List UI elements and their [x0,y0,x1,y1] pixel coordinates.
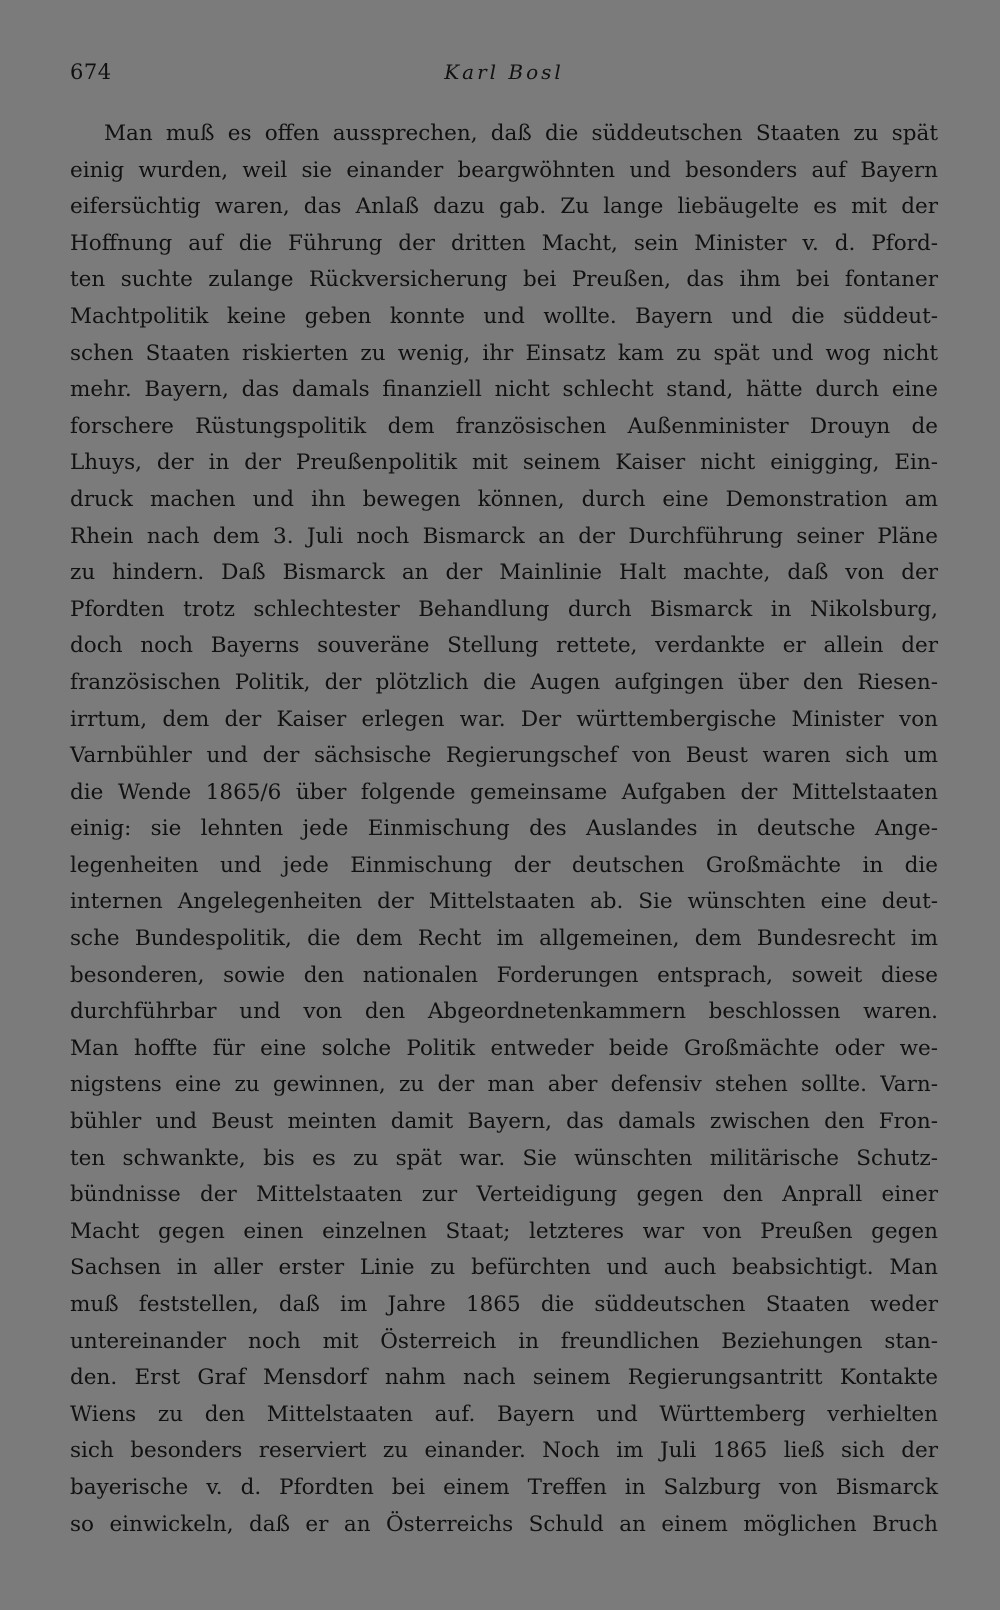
text-line: sich besonders reserviert zu einander. Noch im Juli 1865 ließ sich der [70,1438,938,1464]
running-head-author: Karl Bosl [444,60,564,84]
page-header [70,60,938,90]
text-line: mehr. Bayern, das damals finanziell nicht schlecht stand, hätte durch eine [70,377,938,403]
text-line: besonderen, sowie den nationalen Forderungen entsprach, soweit diese [70,962,938,988]
text-line: Machtpolitik keine geben konnte und wollte. Bayern und die süddeut- [70,303,938,329]
text-line: bayerische v. d. Pfordten bei einem Treffen in Salzburg von Bismarck [70,1474,938,1500]
body-text [70,116,938,1543]
text-line: Macht gegen einen einzelnen Staat; letzteres war von Preußen gegen [70,1218,938,1244]
text-line: eifersüchtig waren, das Anlaß dazu gab. Zu lange liebäugelte es mit der [70,194,938,220]
text-line: Man hoffte für eine solche Politik entweder beide Großmächte oder we- [70,1035,938,1061]
text-line: den. Erst Graf Mensdorf nahm nach seinem Regierungsantritt Kontakte [70,1365,938,1391]
text-line: ten schwankte, bis es zu spät war. Sie wünschten militärische Schutz- [70,1145,938,1171]
text-line: die Wende 1865/6 über folgende gemeinsame Aufgaben der Mittelstaaten [70,779,938,805]
text-line: druck machen und ihn bewegen können, durch eine Demonstration am [70,486,938,512]
text-line: bühler und Beust meinten damit Bayern, das damals zwischen den Fron- [70,1109,938,1135]
text-line: doch noch Bayerns souveräne Stellung rettete, verdankte er allein der [70,633,938,659]
text-line: einig wurden, weil sie einander beargwöhnten und besonders auf Bayern [70,157,938,183]
text-line: Pfordten trotz schlechtester Behandlung durch Bismarck in Nikolsburg, [70,596,938,622]
text-line: Varnbühler und der sächsische Regierungschef von Beust waren sich um [70,743,938,769]
text-line: irrtum, dem der Kaiser erlegen war. Der württembergische Minister von [70,706,938,732]
text-line: schen Staaten riskierten zu wenig, ihr Einsatz kam zu spät und wog nicht [70,340,938,366]
text-line: sche Bundespolitik, die dem Recht im allgemeinen, dem Bundesrecht im [70,926,938,952]
text-line: nigstens eine zu gewinnen, zu der man aber defensiv stehen sollte. Varn- [70,1072,938,1098]
text-line: Man muß es offen aussprechen, daß die süddeutschen Staaten zu spät [104,121,938,146]
text-line: legenheiten und jede Einmischung der deutschen Großmächte in die [70,852,938,878]
page-number: 674 [70,60,112,84]
text-line: Sachsen in aller erster Linie zu befürchten und auch beabsichtigt. Man [70,1255,938,1281]
text-line: Rhein nach dem 3. Juli noch Bismarck an der Durchführung seiner Pläne [70,523,938,549]
text-line: untereinander noch mit Österreich in freundlichen Beziehungen stan- [70,1328,938,1354]
text-line: so einwickeln, daß er an Österreichs Schuld an einem möglichen Bruch [70,1511,938,1537]
text-line: einig: sie lehnten jede Einmischung des Auslandes in deutsche Ange- [70,816,938,842]
text-line: muß feststellen, daß im Jahre 1865 die süddeutschen Staaten weder [70,1292,938,1317]
text-line: Lhuys, der in der Preußenpolitik mit seinem Kaiser nicht einigging, Ein- [70,450,938,476]
text-line: internen Angelegenheiten der Mittelstaaten ab. Sie wünschten eine deut- [70,889,938,915]
text-line: französischen Politik, der plötzlich die Augen aufgingen über den Riesen- [70,669,938,695]
text-line: Wiens zu den Mittelstaaten auf. Bayern und Württemberg verhielten [70,1401,938,1427]
text-line: Hoffnung auf die Führung der dritten Macht, sein Minister v. d. Pford- [70,230,938,256]
text-line: durchführbar und von den Abgeordnetenkammern beschlossen waren. [70,999,938,1025]
text-line: zu hindern. Daß Bismarck an der Mainlinie Halt machte, daß von der [70,560,938,586]
text-line: ten suchte zulange Rückversicherung bei Preußen, das ihm bei fontaner [70,267,938,293]
text-line: bündnisse der Mittelstaaten zur Verteidigung gegen den Anprall einer [70,1182,938,1208]
text-line: forschere Rüstungspolitik dem französischen Außenminister Drouyn de [70,413,938,439]
